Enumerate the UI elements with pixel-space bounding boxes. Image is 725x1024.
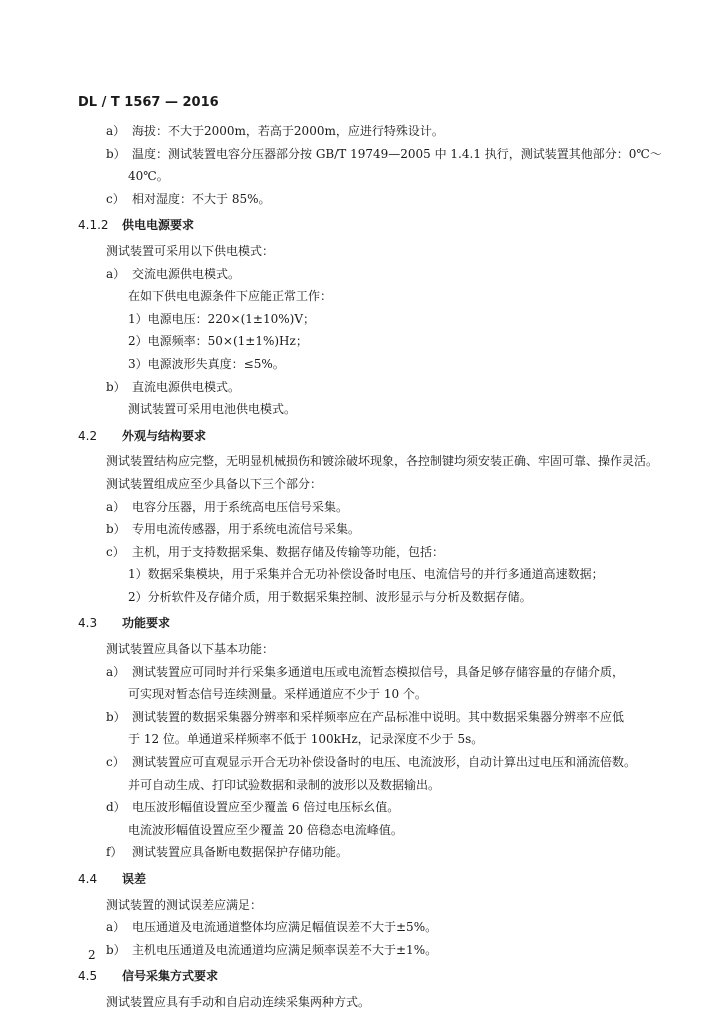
line-text: 测试装置应可直观显示开合无功补偿设备时的电压、电流波形，自动计算出过电压和涌流倍数。: [132, 755, 637, 770]
section-heading: [78, 612, 678, 635]
line-text: 直流电源供电模式。: [132, 379, 241, 394]
paragraph-line: [78, 330, 678, 353]
line-text: 主机电压通道及电流通道均应满足频率误差不大于±1%。: [132, 942, 438, 957]
list-item: [78, 939, 678, 962]
document-body: [78, 120, 678, 1014]
paragraph-line: [78, 774, 678, 797]
line-text: 电压波形幅值设置应至少覆盖 6 倍过电压标幺值。: [132, 800, 400, 815]
list-marker: a）: [106, 124, 126, 138]
list-item: [78, 841, 678, 864]
paragraph-line: [78, 285, 678, 308]
line-text: 在如下供电电源条件下应能正常工作：: [128, 289, 333, 304]
section-number: 4.5: [78, 969, 98, 984]
line-text: 测试装置的测试误差应满足：: [106, 897, 263, 912]
list-item: [78, 188, 678, 211]
line-text: 于 12 位。单通道采样频率不低于 100kHz，记录深度不少于 5s。: [128, 732, 484, 747]
list-item: [78, 496, 678, 519]
list-marker: c）: [106, 191, 125, 206]
line-text: 40℃。: [128, 169, 169, 184]
list-item: [78, 916, 678, 939]
line-text: 测试装置的数据采集器分辨率和采样频率应在产品标准中说明。其中数据采集器分辨率不应低: [132, 709, 625, 724]
paragraph-line: [78, 563, 678, 586]
list-marker: f）: [106, 845, 123, 860]
paragraph-line: [78, 450, 678, 473]
line-text: 交流电源供电模式。: [132, 266, 241, 281]
section-heading: [78, 965, 678, 988]
line-text: 测试装置应可同时并行采集多通道电压或电流暂态模拟信号，具备足够存储容量的存储介质，: [132, 664, 625, 679]
list-item: [78, 661, 678, 684]
section-title: 供电电源要求: [122, 218, 195, 233]
paragraph-line: [78, 991, 678, 1014]
paragraph-line: [78, 165, 678, 188]
list-item: [78, 796, 678, 819]
list-marker: b）: [106, 146, 126, 161]
paragraph-line: [78, 819, 678, 842]
paragraph-line: [78, 398, 678, 421]
list-marker: a）: [106, 499, 126, 514]
line-text: 专用电流传感器，用于系统电流信号采集。: [132, 522, 361, 537]
section-title: 外观与结构要求: [122, 428, 207, 443]
line-text: 电流波形幅值设置应至少覆盖 20 倍稳态电流峰值。: [128, 822, 403, 837]
line-text: 2）分析软件及存储介质，用于数据采集控制、波形显示与分析及数据存储。: [128, 589, 532, 604]
paragraph-line: [78, 240, 678, 263]
line-text: 测试装置应具有手动和自启动连续采集两种方式。: [106, 994, 371, 1009]
section-title: 误差: [122, 872, 147, 886]
section-number: 4.4: [78, 872, 98, 886]
section-number: 4.1.2: [78, 218, 109, 233]
line-text: 可实现对暂态信号连续测量。采样通道应不少于 10 个。: [128, 687, 427, 702]
section-heading: [78, 214, 678, 237]
line-text: 测试装置结构应完整，无明显机械损伤和镀涂破坏现象，各控制键均须安装正确、牢固可靠、操作灵活。: [106, 454, 659, 469]
list-marker: b）: [106, 942, 126, 957]
list-marker: b）: [106, 379, 126, 394]
list-item: [78, 376, 678, 399]
paragraph-line: [78, 586, 678, 609]
list-item: [78, 706, 678, 729]
line-text: 测试装置应具备断电数据保护存储功能。: [132, 845, 349, 860]
section-title: 信号采集方式要求: [122, 969, 219, 984]
list-item: [78, 518, 678, 541]
list-marker: b）: [106, 709, 126, 724]
paragraph-line: [78, 353, 678, 376]
line-text: 测试装置可采用电池供电模式。: [128, 402, 297, 417]
list-marker: a）: [106, 266, 126, 281]
section-title: 功能要求: [122, 616, 171, 631]
line-text: 2）电源频率：50×(1±1%)Hz；: [128, 334, 308, 349]
line-text: 测试装置可采用以下供电模式：: [106, 243, 275, 258]
list-marker: a）: [106, 920, 126, 935]
list-marker: a）: [106, 664, 126, 679]
paragraph-line: [78, 894, 678, 917]
section-number: 4.2: [78, 428, 98, 443]
list-marker: c）: [106, 755, 125, 770]
list-item: [78, 751, 678, 774]
list-marker: d）: [106, 800, 126, 815]
list-item: [78, 120, 678, 143]
line-text: 测试装置应具备以下基本功能：: [106, 642, 275, 657]
section-heading: [78, 868, 678, 891]
list-marker: b）: [106, 522, 126, 537]
line-text: 并可自动生成、打印试验数据和录制的波形以及数据输出。: [128, 777, 441, 792]
line-text: 3）电源波形失真度：≤5%。: [128, 356, 285, 371]
line-text: 1）数据采集模块，用于采集并合无功补偿设备时电压、电流信号的并行多通道高速数据；: [128, 567, 604, 582]
paragraph-line: [78, 308, 678, 331]
line-text: 海拔：不大于2000m，若高于2000m，应进行特殊设计。: [132, 124, 444, 138]
paragraph-line: [78, 728, 678, 751]
list-item: [78, 263, 678, 286]
section-heading: [78, 425, 678, 448]
page-number: 2: [88, 948, 96, 962]
line-text: 电容分压器，用于系统高电压信号采集。: [132, 499, 349, 514]
standard-code-header: DL / T 1567 — 2016: [78, 95, 219, 110]
list-item: [78, 541, 678, 564]
list-item: [78, 143, 678, 166]
line-text: 主机，用于支持数据采集、数据存储及传输等功能，包括：: [132, 544, 445, 559]
paragraph-line: [78, 473, 678, 496]
paragraph-line: [78, 683, 678, 706]
line-text: 1）电源电压：220×(1±10%)V；: [128, 311, 315, 326]
line-text: 温度：测试装置电容分压器部分按 GB/T 19749—2005 中 1.4.1 执行，测试装置其他部分：0℃～: [132, 146, 662, 161]
list-marker: c）: [106, 544, 125, 559]
paragraph-line: [78, 638, 678, 661]
section-number: 4.3: [78, 616, 98, 631]
line-text: 相对湿度：不大于 85%。: [132, 191, 271, 206]
line-text: 测试装置组成应至少具备以下三个部分：: [106, 476, 323, 491]
line-text: 电压通道及电流通道整体均应满足幅值误差不大于±5%。: [132, 920, 438, 935]
